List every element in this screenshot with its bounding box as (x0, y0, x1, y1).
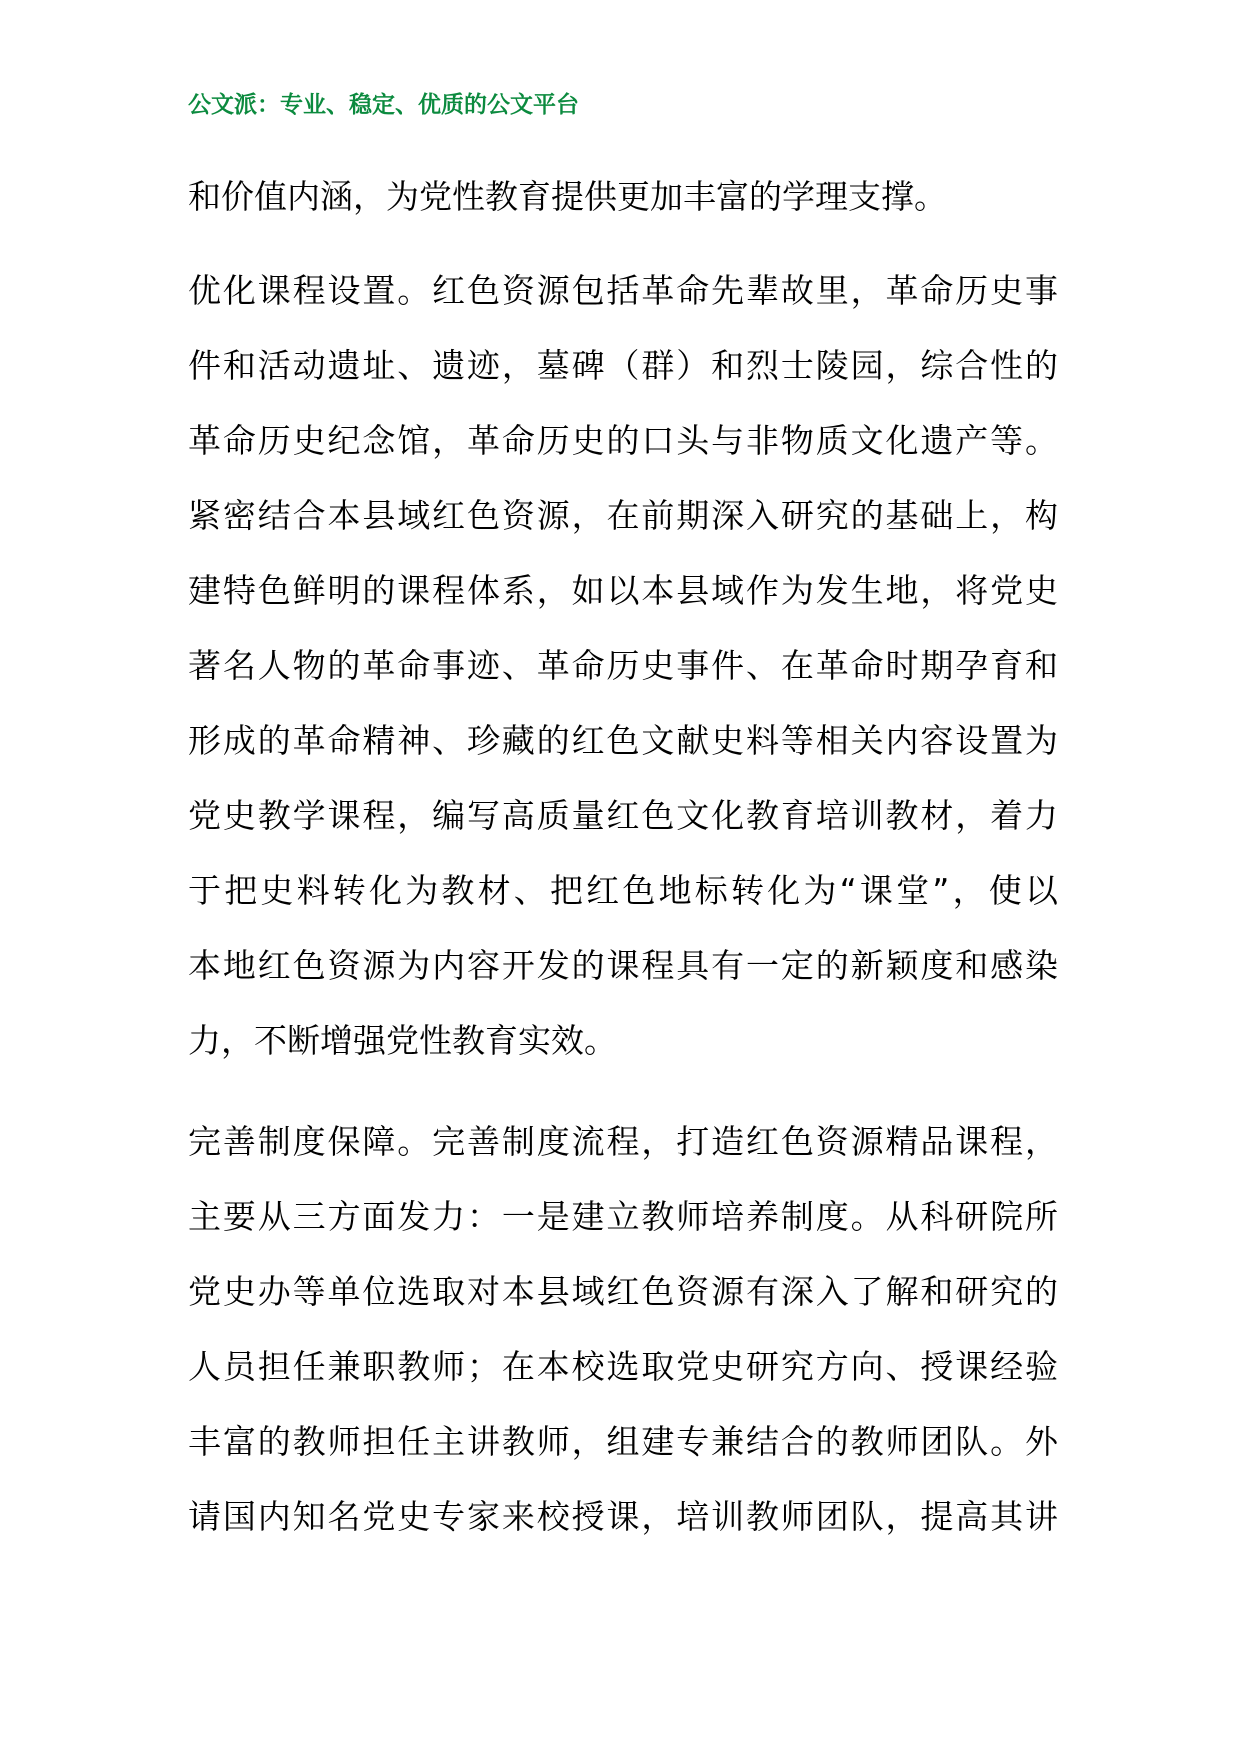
paragraph-line: 请国内知名党史专家来校授课，培训教师团队，提高其讲 (188, 1497, 1058, 1536)
paragraph-line: 优化课程设置。红色资源包括革命先辈故里，革命历史事 (188, 271, 1058, 310)
paragraph-line: 党史教学课程，编写高质量红色文化教育培训教材，着力 (188, 796, 1058, 835)
paragraph-line: 本地红色资源为内容开发的课程具有一定的新颖度和感染 (188, 946, 1058, 985)
paragraph-line: 主要从三方面发力：一是建立教师培养制度。从科研院所 (188, 1197, 1058, 1236)
paragraph-line: 于把史料转化为教材、把红色地标转化为“课堂”，使以 (188, 871, 1058, 910)
paragraph-line: 革命历史纪念馆，革命历史的口头与非物质文化遗产等。 (188, 421, 1058, 460)
paragraph-line: 人员担任兼职教师；在本校选取党史研究方向、授课经验 (188, 1347, 1058, 1386)
paragraph-line: 建特色鲜明的课程体系，如以本县域作为发生地，将党史 (188, 571, 1058, 610)
paragraph-1 (188, 159, 1058, 234)
paragraph-line: 力，不断增强党性教育实效。 (188, 1021, 617, 1060)
paragraph-line: 紧密结合本县域红色资源，在前期深入研究的基础上，构 (188, 496, 1058, 535)
paragraph-line: 丰富的教师担任主讲教师，组建专兼结合的教师团队。外 (188, 1422, 1058, 1461)
paragraph-2 (188, 253, 1058, 1078)
paragraph-line: 形成的革命精神、珍藏的红色文献史料等相关内容设置为 (188, 721, 1058, 760)
paragraph-line: 著名人物的革命事迹、革命历史事件、在革命时期孕育和 (188, 646, 1058, 685)
paragraph-line: 和价值内涵，为党性教育提供更加丰富的学理支撑。 (188, 177, 947, 216)
paragraph-3 (188, 1104, 1058, 1554)
paragraph-line: 件和活动遗址、遗迹，墓碑（群）和烈士陵园，综合性的 (188, 346, 1058, 385)
paragraph-line: 完善制度保障。完善制度流程，打造红色资源精品课程， (188, 1122, 1058, 1161)
page-header: 公文派：专业、稳定、优质的公文平台 (188, 92, 579, 118)
paragraph-line: 党史办等单位选取对本县域红色资源有深入了解和研究的 (188, 1272, 1058, 1311)
